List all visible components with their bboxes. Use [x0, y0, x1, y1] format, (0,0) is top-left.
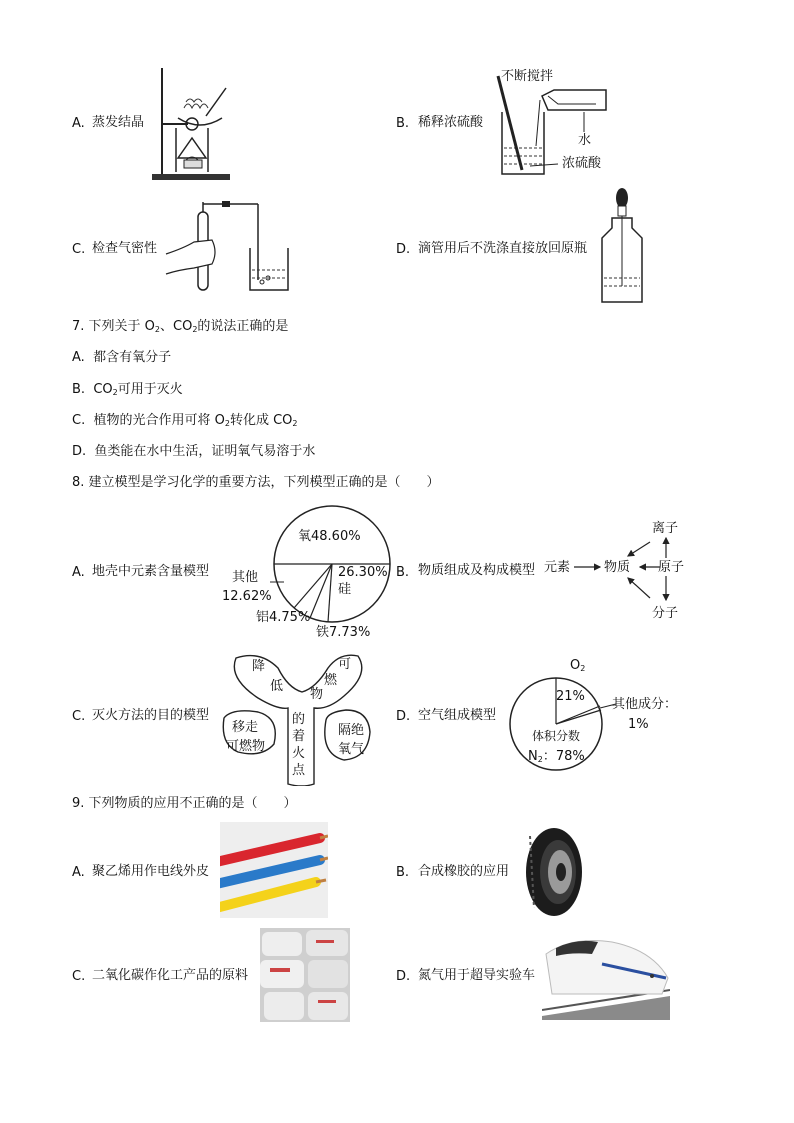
q6-b-text: 稀释浓硫酸 [418, 115, 484, 130]
air-o2-pct: 21% [556, 689, 585, 704]
center-2: 着 [292, 729, 306, 744]
q9-stem: 9. 下列物质的应用不正确的是（ ） [72, 796, 297, 811]
q7-option-a: A. 都含有氧分子 [72, 350, 172, 365]
air-other: 其他成分： [612, 697, 678, 712]
q6-d-text: 滴管用后不洗涤直接放回原瓶 [418, 241, 588, 256]
q6-c-label: C. [72, 242, 86, 257]
combustible-2: 燃 [324, 673, 338, 688]
pie-silicon-pct: 26.30% [338, 565, 388, 580]
wire-photo [220, 822, 328, 918]
pie-oxygen: 氧48.60% [298, 529, 361, 544]
q8-c-label: C. [72, 709, 86, 724]
air-center: 体积分数 [532, 729, 581, 743]
q8-d-label: D. [396, 709, 411, 724]
q7-option-c: C. 植物的光合作用可将 $O_2$转化成 $CO_2$ [72, 413, 298, 428]
sacks-photo [260, 928, 350, 1022]
q9-c-label: C. [72, 969, 86, 984]
lower-2: 低 [270, 679, 284, 694]
isolate-1: 隔绝 [338, 723, 365, 738]
q9-a-text: 聚乙烯用作电线外皮 [92, 864, 210, 879]
combustible-3: 物 [310, 687, 324, 702]
q7-stem: 7. 下列关于 $O_2$、$CO_2$的说法正确的是 [72, 319, 289, 334]
q9-a-label: A. [72, 865, 85, 880]
node-molecule: 分子 [652, 606, 679, 621]
pie-iron: 铁7.73% [316, 625, 371, 640]
q8-b-text: 物质组成及构成模型 [418, 563, 536, 578]
lower-1: 降 [252, 659, 266, 674]
q6-b-label: B. [396, 116, 410, 131]
q6-a-label: A. [72, 116, 85, 131]
air-n2: $N_2$：78% [528, 749, 585, 764]
q9-d-text: 氮气用于超导实验车 [418, 968, 536, 983]
q8-c-text: 灭火方法的目的模型 [92, 708, 210, 723]
q7-option-d: D. 鱼类能在水中生活，证明氧气易溶于水 [72, 444, 316, 459]
q6-c-text: 检查气密性 [92, 241, 158, 256]
maglev-train-photo [542, 934, 670, 1020]
q8-d-text: 空气组成模型 [418, 708, 497, 723]
water-label: 水 [578, 133, 592, 148]
center-1: 的 [292, 712, 306, 727]
stir-label: 不断搅拌 [501, 69, 554, 84]
acid-label: 浓硫酸 [562, 156, 602, 171]
center-3: 火 [292, 746, 306, 761]
pie-other-pct: 12.62% [222, 589, 272, 604]
pie-aluminum: 铝4.75% [256, 610, 311, 625]
q9-c-text: 二氧化碳作化工产品的原料 [92, 968, 249, 983]
isolate-2: 氧气 [338, 742, 365, 757]
node-atom: 原子 [658, 560, 685, 575]
node-substance: 物质 [604, 560, 631, 575]
q8-a-label: A. [72, 565, 85, 580]
air-o2: $O_2$ [570, 658, 586, 673]
q6-a-text: 蒸发结晶 [92, 115, 145, 130]
pie-silicon: 硅 [338, 582, 352, 597]
remove-2: 可燃物 [226, 739, 266, 754]
q8-stem: 8. 建立模型是学习化学的重要方法，下列模型正确的是（ ） [72, 475, 440, 490]
q6-d-label: D. [396, 242, 411, 257]
substance-model-arrows [570, 528, 690, 612]
node-ion: 离子 [652, 521, 679, 536]
q7-option-b: B. $CO_2$可用于灭火 [72, 382, 183, 397]
pie-other: 其他 [232, 570, 259, 585]
remove-1: 移走 [232, 720, 259, 735]
q8-a-text: 地壳中元素含量模型 [92, 564, 210, 579]
node-element: 元素 [544, 560, 571, 575]
dropper-bottle [598, 186, 646, 304]
tire-photo [520, 826, 584, 918]
airtightness-apparatus [164, 198, 292, 294]
q9-b-label: B. [396, 865, 410, 880]
air-other-pct: 1% [628, 717, 649, 732]
q8-b-label: B. [396, 565, 410, 580]
q9-b-text: 合成橡胶的应用 [418, 864, 510, 879]
evaporation-apparatus [148, 66, 234, 182]
combustible-1: 可 [338, 657, 352, 672]
q9-d-label: D. [396, 969, 411, 984]
center-4: 点 [292, 763, 306, 778]
